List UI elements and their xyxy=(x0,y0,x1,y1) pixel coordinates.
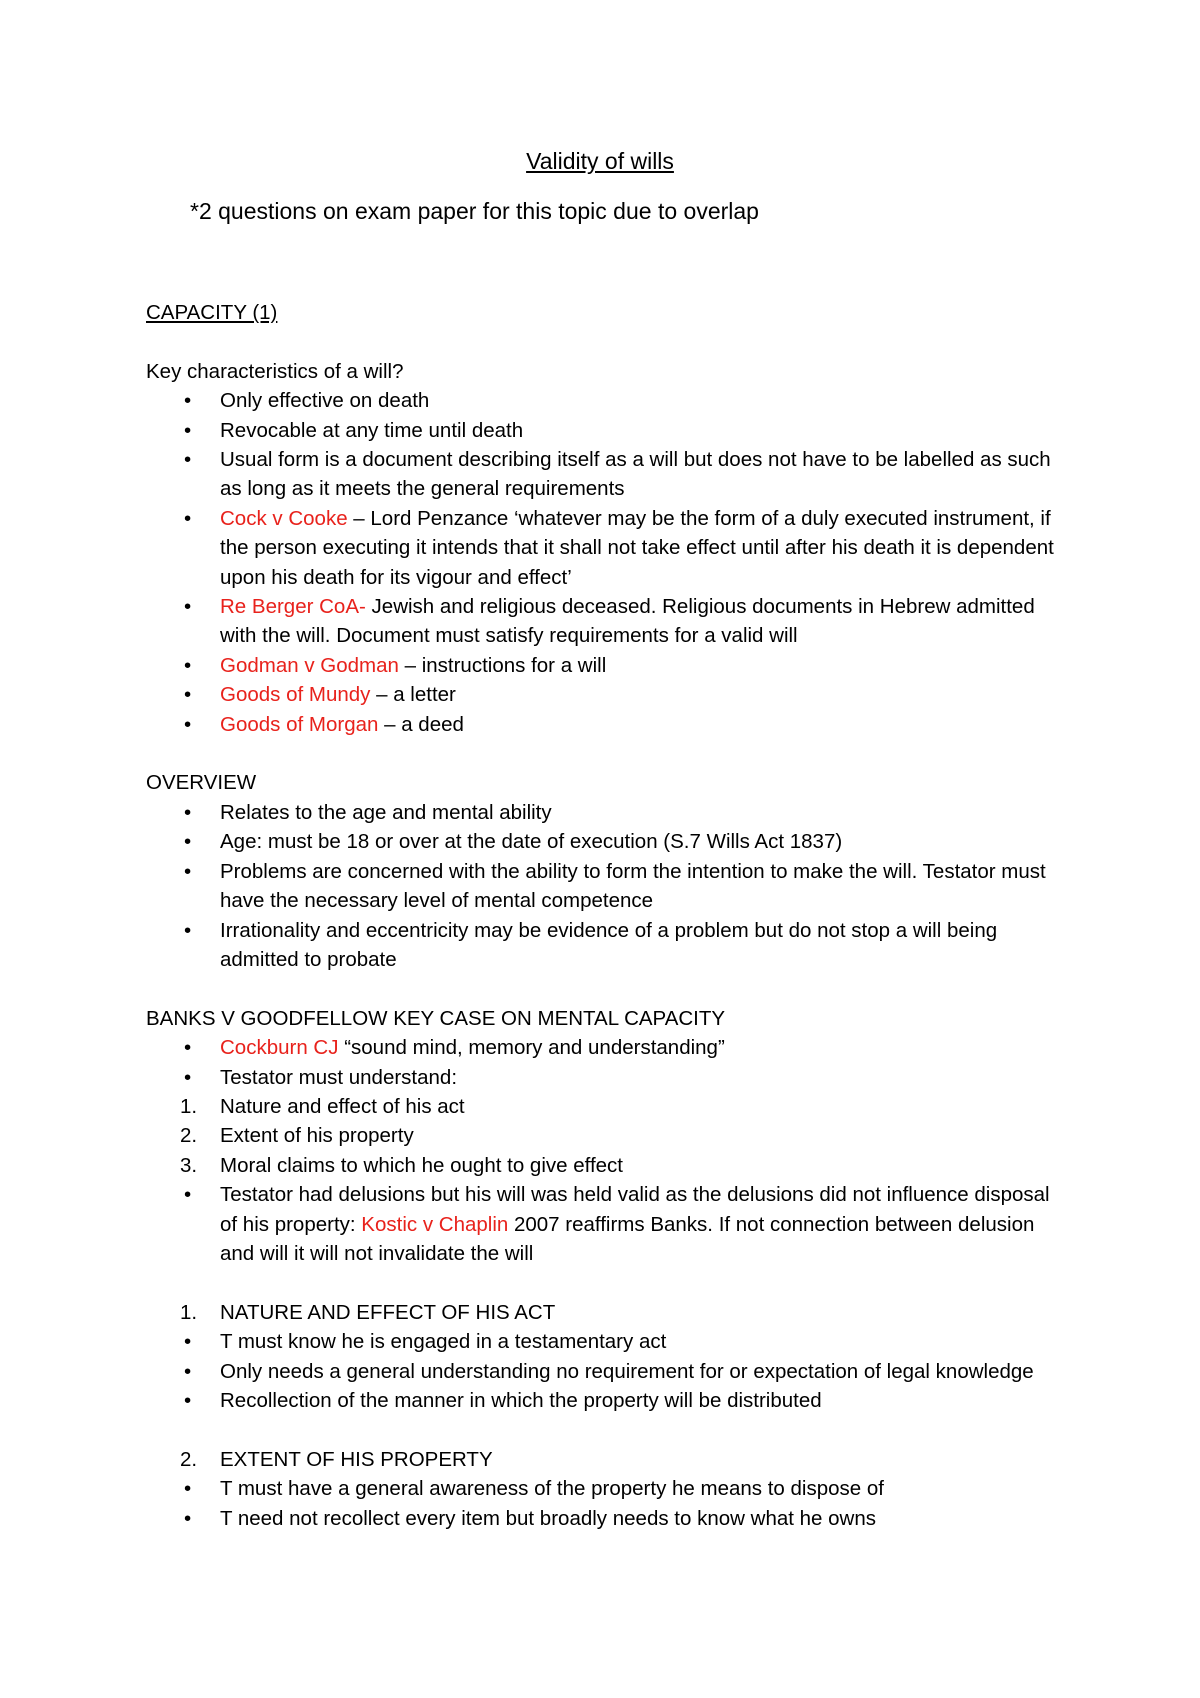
spacer xyxy=(146,1268,1066,1297)
spacer xyxy=(146,739,1066,768)
list-item: • Usual form is a document describing itself as a will but does not have to be labelled as such as long as it meets the general requirements xyxy=(146,445,1066,504)
spacer xyxy=(146,974,1066,1003)
banks-heading: BANKS V GOODFELLOW KEY CASE ON MENTAL CAPACITY xyxy=(146,1006,726,1030)
list-item: • Re Berger CoA- Jewish and religious deceased. Religious documents in Hebrew admitted with the will. Document must satisfy requirements for a valid will xyxy=(146,592,1066,651)
section-heading-extent: 2. EXTENT OF HIS PROPERTY xyxy=(180,1447,493,1471)
bullet-icon: • xyxy=(184,1036,192,1060)
bullet-icon: • xyxy=(184,448,192,472)
bullet-icon: • xyxy=(184,859,192,883)
list-item: • Problems are concerned with the ability to form the intention to make the will. Testator must have the necessary level of mental competence xyxy=(146,857,1066,916)
list-item: • Irrationality and eccentricity may be evidence of a problem but do not stop a will being admitted to probate xyxy=(146,916,1066,975)
list-item: • Goods of Morgan – a deed xyxy=(146,710,1066,739)
list-item: • Age: must be 18 or over at the date of execution (S.7 Wills Act 1837) xyxy=(146,827,1066,856)
bullet-icon: • xyxy=(184,1065,192,1089)
list-item: • Recollection of the manner in which the property will be distributed xyxy=(146,1386,1066,1415)
document-body xyxy=(146,298,1066,1533)
list-item: • Revocable at any time until death xyxy=(146,416,1066,445)
bullet-icon: • xyxy=(184,506,192,530)
bullet-icon: • xyxy=(184,1330,192,1354)
numbered-item: 3. Moral claims to which he ought to give effect xyxy=(180,1153,623,1177)
case-name: Cock v Cooke xyxy=(220,506,348,530)
bullet-icon: • xyxy=(184,830,192,854)
bullet-icon: • xyxy=(184,653,192,677)
list-item: • Cockburn CJ “sound mind, memory and understanding” xyxy=(146,1033,1066,1062)
bullet-icon: • xyxy=(184,595,192,619)
list-item: • Testator must understand: xyxy=(146,1063,1066,1092)
bullet-icon: • xyxy=(184,1359,192,1383)
case-name: Goods of Morgan xyxy=(220,712,379,736)
overview-heading: OVERVIEW xyxy=(146,771,257,795)
bullet-icon: • xyxy=(184,1183,192,1207)
numbered-item: 1. Nature and effect of his act xyxy=(180,1094,465,1118)
list-item: • Testator had delusions but his will was held valid as the delusions did not influence disposal of his property: Kostic v Chaplin 2007 reaffirms Banks. If not connection between delusion and will it will not invalidate the will xyxy=(146,1180,1066,1268)
case-name: Re Berger CoA- xyxy=(220,595,366,619)
numbered-item: 2. Extent of his property xyxy=(180,1124,414,1148)
spacer xyxy=(146,327,1066,356)
bullet-icon: • xyxy=(184,1506,192,1530)
case-name: Cockburn CJ xyxy=(220,1036,339,1060)
section-heading-nature: 1. NATURE AND EFFECT OF HIS ACT xyxy=(180,1300,556,1324)
capacity-heading: CAPACITY (1) xyxy=(146,301,278,324)
list-item: • T need not recollect every item but broadly needs to know what he owns xyxy=(146,1504,1066,1533)
capacity-intro: Key characteristics of a will? xyxy=(146,359,404,383)
bullet-icon: • xyxy=(184,683,192,707)
bullet-icon: • xyxy=(184,918,192,942)
case-name: Godman v Godman xyxy=(220,653,399,677)
list-item: • Godman v Godman – instructions for a will xyxy=(146,651,1066,680)
bullet-icon: • xyxy=(184,1477,192,1501)
case-name: Goods of Mundy xyxy=(220,683,371,707)
spacer xyxy=(146,1415,1066,1444)
list-item: • Relates to the age and mental ability xyxy=(146,798,1066,827)
bullet-icon: • xyxy=(184,389,192,413)
bullet-icon: • xyxy=(184,800,192,824)
list-item: • T must have a general awareness of the property he means to dispose of xyxy=(146,1474,1066,1503)
document-title: Validity of wills xyxy=(526,148,674,174)
bullet-icon: • xyxy=(184,1388,192,1412)
bullet-icon: • xyxy=(184,712,192,736)
list-item: • Only effective on death xyxy=(146,386,1066,415)
document-subtitle: *2 questions on exam paper for this topic due to overlap xyxy=(190,198,759,224)
case-name: Kostic v Chaplin xyxy=(361,1212,509,1236)
list-item: • Only needs a general understanding no requirement for or expectation of legal knowledge xyxy=(146,1357,1066,1386)
bullet-icon: • xyxy=(184,418,192,442)
list-item: • Goods of Mundy – a letter xyxy=(146,680,1066,709)
list-item: • T must know he is engaged in a testamentary act xyxy=(146,1327,1066,1356)
list-item: • Cock v Cooke – Lord Penzance ‘whatever may be the form of a duly executed instrument, if the person executing it intends that it shall not take effect until after his death it is dependent upon his death for its vigour and effect’ xyxy=(146,504,1066,592)
